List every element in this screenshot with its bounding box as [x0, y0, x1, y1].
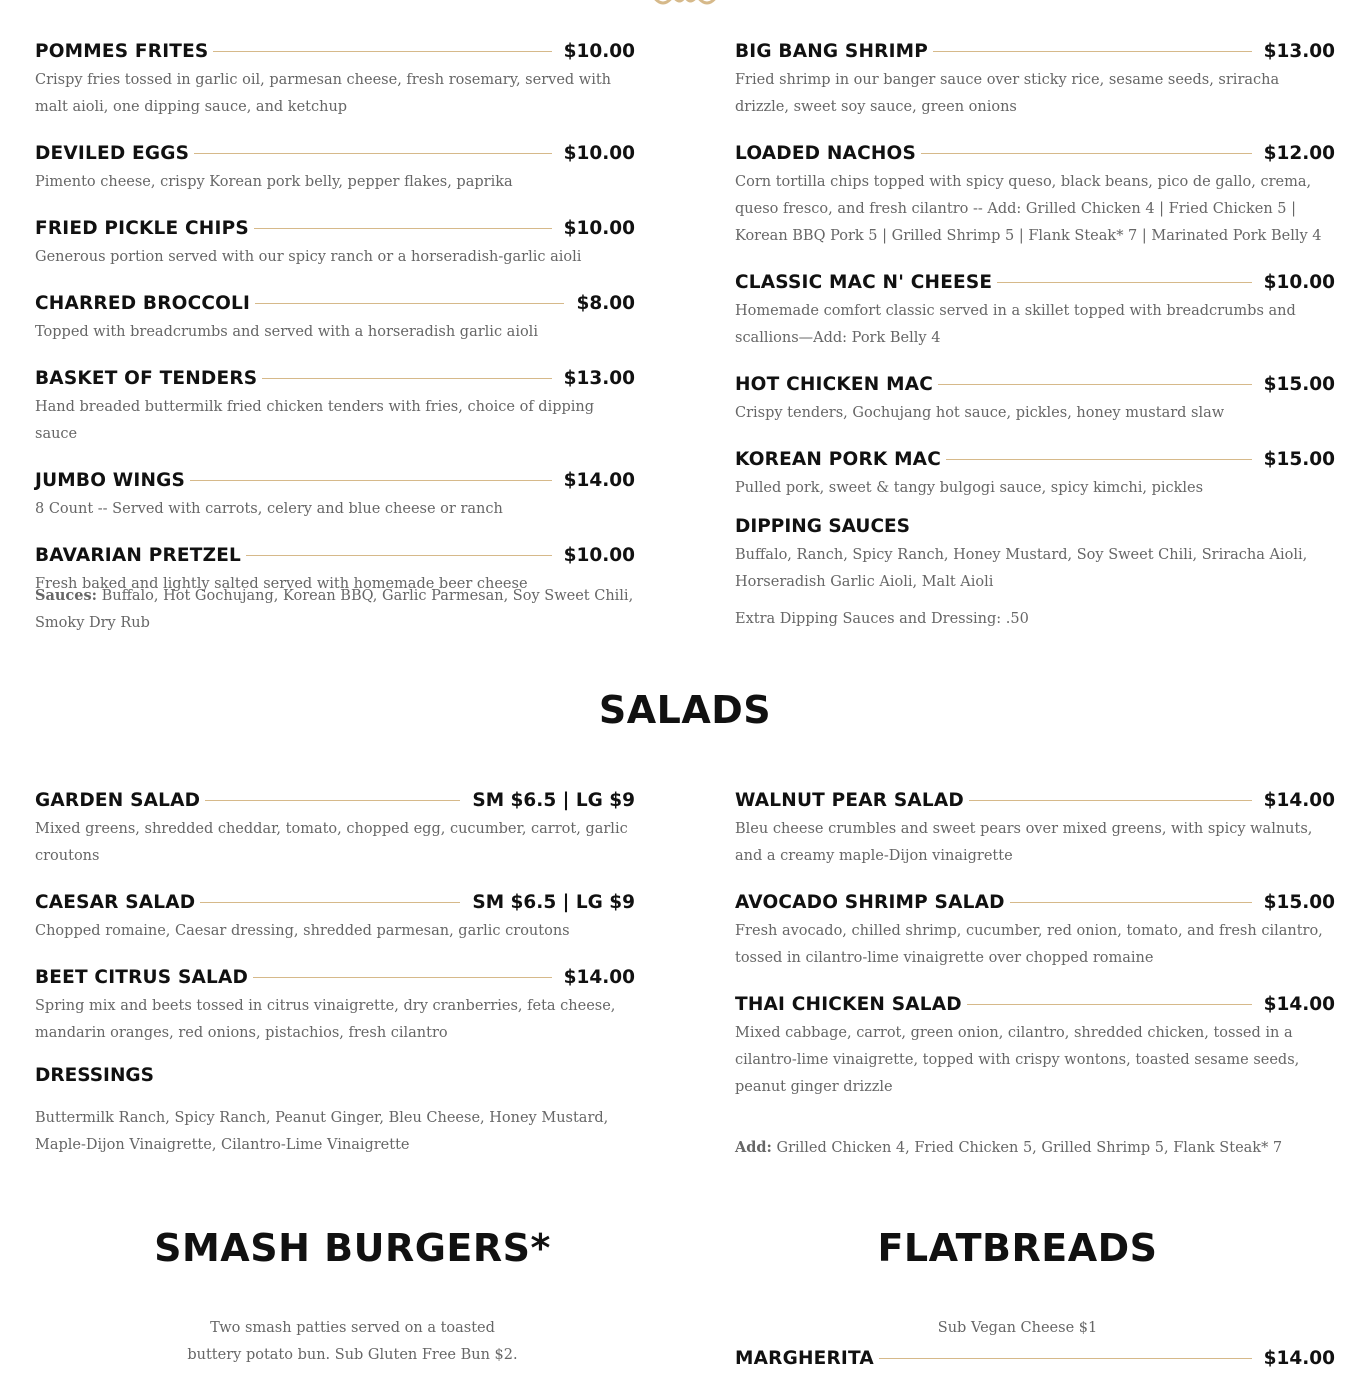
dressings-text: Buttermilk Ranch, Spicy Ranch, Peanut Ginger, Bleu Cheese, Honey Mustard, Maple-Dijon Vinaigrette, Cilantro-Lime Vinaigrette: [35, 1110, 609, 1153]
leader-line: [997, 282, 1251, 283]
item-price: $14.00: [1263, 994, 1335, 1015]
item-name: BASKET OF TENDERS: [35, 368, 258, 389]
item-price: $12.00: [1263, 143, 1335, 164]
menu-item: [735, 143, 1335, 250]
item-name: POMMES FRITES: [35, 41, 209, 62]
salads-right-column: [735, 790, 1335, 1123]
item-description: Mixed greens, shredded cheddar, tomato, chopped egg, cucumber, carrot, garlic croutons: [35, 821, 628, 864]
leader-line: [190, 480, 552, 481]
item-name: AVOCADO SHRIMP SALAD: [735, 892, 1005, 913]
leader-line: [262, 378, 551, 379]
menu-item: [35, 143, 635, 196]
item-description: Fried shrimp in our banger sauce over sticky rice, sesame seeds, sriracha drizzle, sweet soy sauce, green onions: [735, 72, 1280, 115]
item-name: GARDEN SALAD: [35, 790, 201, 811]
item-description: Fresh baked and lightly salted served with homemade beer cheese: [35, 576, 528, 592]
salad-add-label: Add:: [735, 1139, 772, 1156]
item-price: $13.00: [1263, 41, 1335, 62]
menu-item: [735, 892, 1335, 972]
flatbreads-title: FLATBREADS: [877, 1226, 1158, 1270]
item-price: $13.00: [563, 368, 635, 389]
item-description: Homemade comfort classic served in a skillet topped with breadcrumbs and scallions—Add: Pork Belly 4: [735, 303, 1296, 346]
leader-line: [946, 459, 1252, 460]
leader-line: [194, 153, 551, 154]
item-description: Generous portion served with our spicy ranch or a horseradish-garlic aioli: [35, 249, 582, 265]
leader-line: [200, 902, 460, 903]
burgers-note: [35, 1315, 670, 1369]
menu-item: [735, 790, 1335, 870]
item-description: Chopped romaine, Caesar dressing, shredded parmesan, garlic croutons: [35, 923, 570, 939]
item-description: Spring mix and beets tossed in citrus vinaigrette, dry cranberries, feta cheese, mandarin oranges, red onions, pistachios, fresh cilantro: [35, 998, 616, 1041]
item-description: Hand breaded buttermilk fried chicken tenders with fries, choice of dipping sauce: [35, 399, 595, 442]
item-price: $10.00: [563, 545, 635, 566]
sauces-text: Buffalo, Hot Gochujang, Korean BBQ, Garlic Parmesan, Soy Sweet Chili, Smoky Dry Rub: [35, 588, 634, 631]
dipping-sauces-title: DIPPING SAUCES: [735, 516, 910, 537]
salads-title: SALADS: [598, 688, 772, 732]
menu-item: [35, 892, 635, 945]
item-name: BEET CITRUS SALAD: [35, 967, 249, 988]
item-description: Pulled pork, sweet & tangy bulgogi sauce, spicy kimchi, pickles: [735, 480, 1204, 496]
leader-line: [879, 1358, 1252, 1359]
salad-add-text: Grilled Chicken 4, Fried Chicken 5, Grilled Shrimp 5, Flank Steak* 7: [776, 1140, 1283, 1156]
menu-item: [35, 790, 635, 870]
item-name: JUMBO WINGS: [35, 470, 186, 491]
menu-item: [735, 994, 1335, 1101]
dressings-title: DRESSINGS: [35, 1065, 154, 1086]
leader-line: [253, 977, 552, 978]
leader-line: [967, 1004, 1252, 1005]
item-description: Mixed cabbage, carrot, green onion, cilantro, shredded chicken, tossed in a cilantro-lime vinaigrette, topped with crispy wontons, toasted sesame seeds, peanut ginger drizzle: [735, 1025, 1300, 1095]
item-price: SM $6.5 | LG $9: [472, 790, 635, 811]
item-price: $10.00: [563, 143, 635, 164]
item-name: BIG BANG SHRIMP: [735, 41, 929, 62]
menu-item: [35, 368, 635, 448]
item-name: THAI CHICKEN SALAD: [735, 994, 962, 1015]
item-name: WALNUT PEAR SALAD: [735, 790, 964, 811]
item-price: $15.00: [1263, 892, 1335, 913]
item-name: DEVILED EGGS: [35, 143, 190, 164]
menu-item: [735, 41, 1335, 121]
sauces-note: [35, 582, 635, 637]
menu-item: [35, 293, 635, 346]
item-description: Crispy fries tossed in garlic oil, parmesan cheese, fresh rosemary, served with malt aioli, one dipping sauce, and ketchup: [35, 72, 612, 115]
dipping-sauces-block: [735, 516, 1335, 633]
item-description: Fresh avocado, chilled shrimp, cucumber, red onion, tomato, and fresh cilantro, tossed in cilantro-lime vinaigrette over chopped romaine: [735, 923, 1323, 966]
item-description: Bleu cheese crumbles and sweet pears over mixed greens, with spicy walnuts, and a creamy maple-Dijon vinaigrette: [735, 821, 1313, 864]
burgers-note-line1: Two smash patties served on a toasted: [210, 1320, 495, 1336]
item-price: SM $6.5 | LG $9: [472, 892, 635, 913]
item-price: $15.00: [1263, 374, 1335, 395]
item-price: $14.00: [1263, 1348, 1335, 1369]
item-name: CAESAR SALAD: [35, 892, 196, 913]
leader-line: [1010, 902, 1252, 903]
menu-item: [735, 272, 1335, 352]
menu-item: [35, 41, 635, 121]
item-description: 8 Count -- Served with carrots, celery and blue cheese or ranch: [35, 501, 503, 517]
item-name: KOREAN PORK MAC: [735, 449, 941, 470]
item-price: $14.00: [1263, 790, 1335, 811]
sauces-label: Sauces:: [35, 587, 97, 604]
starters-left-column: [35, 41, 635, 620]
burgers-title: SMASH BURGERS*: [154, 1226, 551, 1270]
menu-item: [735, 449, 1335, 502]
item-price: $14.00: [563, 470, 635, 491]
flatbreads-note: Sub Vegan Cheese $1: [937, 1320, 1098, 1336]
leader-line: [921, 153, 1252, 154]
item-price: $10.00: [1263, 272, 1335, 293]
menu-item: [35, 967, 635, 1047]
burgers-note-line2: buttery potato bun. Sub Gluten Free Bun $2.: [187, 1347, 518, 1363]
item-name: HOT CHICKEN MAC: [735, 374, 933, 395]
leader-line: [938, 384, 1252, 385]
item-name: CLASSIC MAC N' CHEESE: [735, 272, 993, 293]
item-price: $10.00: [563, 218, 635, 239]
extra-dipping-note: Extra Dipping Sauces and Dressing: .50: [735, 611, 1029, 627]
item-description: Pimento cheese, crispy Korean pork belly, pepper flakes, paprika: [35, 174, 513, 190]
menu-item: [35, 470, 635, 523]
item-price: $14.00: [563, 967, 635, 988]
item-description: Topped with breadcrumbs and served with a horseradish garlic aioli: [35, 324, 538, 340]
menu-item: [735, 374, 1335, 427]
item-price: $8.00: [576, 293, 635, 314]
flatbread-item-margherita: [735, 1348, 1335, 1374]
item-name: FRIED PICKLE CHIPS: [35, 218, 249, 239]
leader-line: [246, 555, 552, 556]
salad-add-note: [735, 1134, 1335, 1162]
item-description: Crispy tenders, Gochujang hot sauce, pickles, honey mustard slaw: [735, 405, 1225, 421]
dressings-block: [35, 1065, 635, 1159]
leader-line: [205, 800, 460, 801]
starters-right-column: [735, 41, 1335, 524]
leader-line: [255, 303, 564, 304]
leader-line: [213, 51, 551, 52]
salads-left-column: [35, 790, 635, 1069]
item-name: LOADED NACHOS: [735, 143, 916, 164]
menu-item: [35, 218, 635, 271]
item-description: Corn tortilla chips topped with spicy queso, black beans, pico de gallo, crema, queso fresco, and fresh cilantro -- Add: Grilled Chicken 4 | Fried Chicken 5 | Korean BBQ Pork 5 | Grilled Shrimp 5 | Flank Steak* 7 | Marinated Pork Belly 4: [735, 174, 1322, 244]
item-name: MARGHERITA: [735, 1348, 874, 1369]
leader-line: [254, 228, 552, 229]
item-name: BAVARIAN PRETZEL: [35, 545, 242, 566]
item-price: $10.00: [563, 41, 635, 62]
item-name: CHARRED BROCCOLI: [35, 293, 251, 314]
leader-line: [933, 51, 1252, 52]
leader-line: [969, 800, 1252, 801]
dipping-sauces-text: Buffalo, Ranch, Spicy Ranch, Honey Mustard, Soy Sweet Chili, Sriracha Aioli, Horseradish Garlic Aioli, Malt Aioli: [735, 547, 1308, 590]
item-price: $15.00: [1263, 449, 1335, 470]
ornament-icon: [651, 0, 719, 6]
